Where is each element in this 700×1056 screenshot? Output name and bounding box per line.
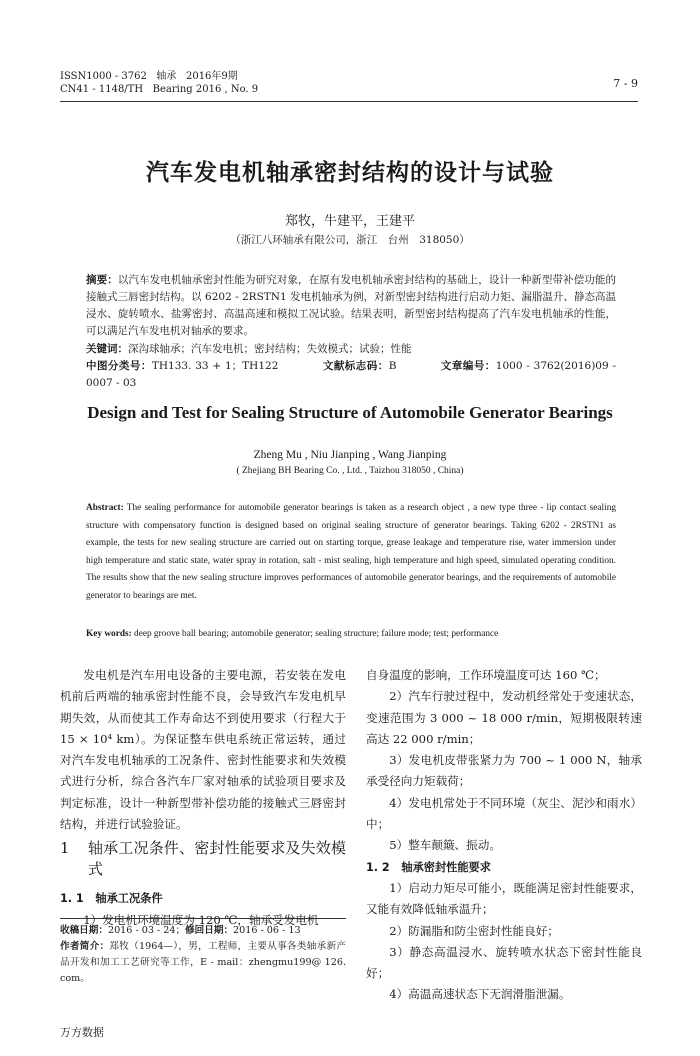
footnote-rule — [60, 918, 346, 919]
condition-item-5: 5）整车颠簸、振动。 — [389, 838, 501, 853]
footnote — [60, 923, 346, 987]
condition-item-3: 3）发电机皮带张紧力为 700 ~ 1 000 N，轴承承受径向力矩载荷； — [366, 753, 642, 789]
title-en: Design and Test for Sealing Structure of Automobile Generator Bearings — [87, 403, 613, 422]
condition-item-4: 4）发电机常处于不同环境（灰尘、泥沙和雨水）中； — [366, 795, 642, 832]
clc-label: 中图分类号： — [86, 360, 152, 372]
condition-item-2: 2）汽车行驶过程中，发动机经常处于变速状态，变速范围为 3 000 ~ 18 000 r/min，短期极限转速高达 22 000 r/min； — [366, 689, 642, 746]
abstract-cn-text: 以汽车发电机轴承密封性能为研究对象，在原有发电机轴承密封结构的基础上，设计一种新型带补偿功能的接触式三唇密封结构。以 6202 - 2RSTN1 发电机轴承为例，对新型密封结构进行启动力矩、漏脂温升、静态高温浸水、旋转喷水、盐雾密封、高温高速和模拟工况试验。结果表明，新型密封结构提高了汽车发电机轴承的性能，可以满足汽车发电机对轴承的要求。 — [86, 274, 617, 337]
subsection-1-1-title: 轴承工况条件 — [95, 892, 163, 906]
subsection-1-2-title: 轴承密封性能要求 — [401, 860, 491, 874]
revised-label: 修回日期： — [185, 925, 234, 936]
clc-value: TH133. 33 + 1；TH122 — [151, 360, 279, 372]
journal-issue-en: Bearing 2016 , No. 9 — [152, 84, 259, 95]
author-bio: 郑牧（1964—），男，工程师，主要从事各类轴承新产品开发和加工工艺研究等工作，E - mail：zhengmu199@ 126. com。 — [60, 941, 346, 984]
issn: ISSN1000 - 3762 — [60, 71, 147, 82]
abstract-en-label: Abstract: — [86, 503, 124, 513]
issue-cn: 2016年9期 — [185, 71, 238, 82]
requirement-3: 3）静态高温浸水、旋转喷水状态下密封性能良好； — [366, 944, 642, 981]
revised-date: 2016 - 06 - 13 — [233, 925, 301, 936]
section-1-heading — [60, 838, 346, 880]
subsection-1-1-heading — [60, 888, 346, 909]
requirement-2: 2）防漏脂和防尘密封性能良好； — [389, 923, 559, 938]
article-id-value: 1000 - 3762(2016)09 - 0007 - 03 — [86, 360, 617, 389]
abstract-en-text: The sealing performance for automobile generator bearings is taken as a research object , a new type three - lip contact sealing structure with compensatory function is designed based on original sealing structure of generator bearings. Taking 6202 - 2RSTN1 as example, the tests for new sealing structure are carried out on starting torque, grease leakage and temperature rise, water immersion under high temperature and static state, water spray in rotation, salt - mist sealing, high temperature and high speed, simulated operating condition. The results show that the new sealing structure improves performances of automobile generator bearings, and the requirements of automobile generator to bearings are met. — [86, 503, 617, 601]
footer-source: 万方数据 — [60, 1026, 104, 1039]
abstract-cn — [86, 272, 616, 340]
authors-cn: 郑牧，牛建平，王建平 — [284, 214, 415, 229]
classification-line — [86, 358, 616, 392]
left-column — [60, 665, 346, 930]
title-cn: 汽车发电机轴承密封结构的设计与试验 — [146, 159, 554, 186]
subsection-1-1-number: 1. 1 — [60, 892, 84, 906]
subsection-1-2-number: 1. 2 — [366, 860, 390, 874]
keywords-en-label: Key words: — [86, 629, 132, 639]
affiliation-cn: （浙江八环轴承有限公司，浙江 台州 318050） — [230, 234, 470, 246]
section-1-title: 轴承工况条件、密封性能要求及失效模式 — [88, 839, 346, 879]
journal-name-cn: 轴承 — [156, 71, 177, 82]
requirement-1: 1）启动力矩尽可能小，既能满足密封性能要求，又能有效降低轴承温升； — [366, 880, 642, 917]
right-column — [366, 665, 642, 1006]
condition-item-1: 1）发电机环境温度为 120 ℃，轴承受发电机 — [83, 912, 319, 927]
subsection-1-2-heading — [366, 857, 642, 878]
keywords-cn-label: 关键词： — [86, 343, 128, 355]
keywords-en-text: deep groove ball bearing; automobile generator; sealing structure; failure mode; test; performance — [134, 629, 499, 639]
header-rule — [60, 101, 638, 102]
doc-code-label: 文献标志码： — [322, 360, 389, 372]
article-id-label: 文章编号： — [440, 360, 496, 372]
cn-number: CN41 - 1148/TH — [60, 84, 144, 95]
author-bio-label: 作者简介： — [60, 941, 110, 952]
keywords-en — [86, 626, 616, 644]
keywords-cn-text: 深沟球轴承；汽车发电机；密封结构；失效模式；试验；性能 — [128, 343, 412, 355]
section-1-number: 1 — [60, 839, 70, 858]
page-number: 7 - 9 — [613, 77, 638, 90]
affiliation-en: ( Zhejiang BH Bearing Co. , Ltd. , Taizhou 318050 , China) — [236, 466, 464, 476]
doc-code-value: B — [388, 360, 397, 372]
running-header-left — [60, 70, 258, 96]
authors-en: Zheng Mu , Niu Jianping , Wang Jianping — [253, 449, 447, 461]
abstract-cn-label: 摘要： — [86, 274, 118, 286]
keywords-cn — [86, 341, 616, 358]
received-label: 收稿日期： — [60, 925, 108, 936]
requirement-4: 4）高温高速状态下无润滑脂泄漏。 — [389, 987, 571, 1002]
intro-paragraph: 发电机是汽车用电设备的主要电源，若安装在发电机前后两端的轴承密封性能不良，会导致汽车发电机早期失效，从而使其工作寿命达不到使用要求（行程大于 15 × 10⁴ km）。为保证整车供电系统正常运转，通过对汽车发电机轴承的工况条件、密封性能要求和失效模式进行分析，综合各汽车厂家对轴承的试验项目要求及判定标准，设计一种新型带补偿功能的接触式三唇密封结构，并进行试验验证。 — [60, 668, 346, 832]
condition-item-1-cont: 自身温度的影响，工作环境温度可达 160 ℃； — [366, 668, 606, 682]
received-date: 2016 - 03 - 24； — [107, 925, 186, 936]
abstract-en — [86, 500, 616, 606]
